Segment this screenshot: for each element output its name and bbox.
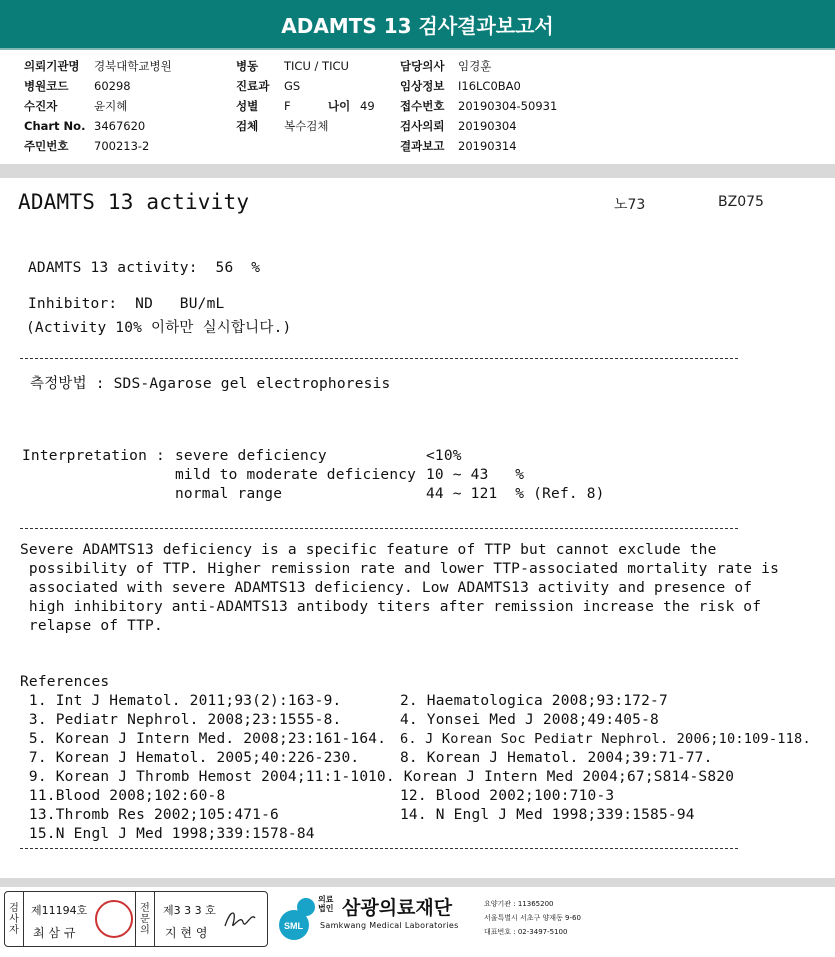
- signature-icon: [221, 904, 259, 934]
- tester-name: 최 삼 규: [33, 926, 76, 940]
- references-title: References: [20, 674, 110, 690]
- info-row: 병동 TICU / TICU: [236, 59, 349, 73]
- org-name: 삼광의료재단: [342, 897, 453, 919]
- specialist-name: 지 현 영: [165, 926, 208, 940]
- top-gray-band: [0, 164, 835, 178]
- report-title: ADAMTS 13 검사결과보고서: [281, 13, 554, 38]
- info-row: 검체 복수검체: [236, 119, 329, 133]
- interp-label: mild to moderate deficiency: [175, 467, 417, 483]
- reference-item: 4. Yonsei Med J 2008;49:405-8: [400, 712, 659, 728]
- info-row: 임상정보 I16LC0BA0: [400, 79, 521, 93]
- inhibitor-result: Inhibitor: ND BU/mL: [28, 296, 225, 312]
- info-row: 성별 F 나이 49: [236, 99, 375, 113]
- report-body: [0, 180, 835, 880]
- reference-item: 7. Korean J Hematol. 2005;40:226-230.: [20, 750, 360, 766]
- method-line: 측정방법 : SDS-Agarose gel electrophoresis: [30, 376, 391, 392]
- info-row: 접수번호 20190304-50931: [400, 99, 558, 113]
- paragraph-line: Severe ADAMTS13 deficiency is a specific feature of TTP but cannot exclude the: [20, 542, 717, 558]
- reference-item: 5. Korean J Intern Med. 2008;23:161-164.: [20, 731, 387, 747]
- reference-item: 1. Int J Hematol. 2011;93(2):163-9.: [20, 693, 342, 709]
- interp-range: 10 ~ 43 %: [426, 467, 525, 483]
- paragraph-line: high inhibitory anti-ADAMTS13 antibody titers after remission increase the risk of: [20, 599, 762, 615]
- reference-item: 8. Korean J Hematol. 2004;39:71-77.: [400, 750, 713, 766]
- reference-item: 14. N Engl J Med 1998;339:1585-94: [400, 807, 695, 823]
- signature-box: [4, 891, 268, 947]
- patient-info-col1: [24, 56, 172, 156]
- info-row: 진료과 GS: [236, 79, 301, 93]
- info-row: 주민번호 700213-2: [24, 139, 150, 153]
- reference-item: 2. Haematologica 2008;93:172-7: [400, 693, 668, 709]
- report-footer: [0, 887, 835, 957]
- reference-item: 12. Blood 2002;100:710-3: [400, 788, 615, 804]
- activity-result: ADAMTS 13 activity: 56 %: [28, 260, 261, 276]
- org-prefix: 의료 법인: [318, 895, 334, 913]
- tester-label: 검 사 자: [5, 892, 24, 946]
- paragraph-line: associated with severe ADAMTS13 deficiency. Low ADAMTS13 activity and presence of: [20, 580, 753, 596]
- divider: [20, 528, 738, 529]
- reference-item: 3. Pediatr Nephrol. 2008;23:1555-8.: [20, 712, 342, 728]
- info-row: 검사의뢰 20190304: [400, 119, 517, 133]
- handwritten-note: 노73: [614, 197, 646, 213]
- reference-item: 9. Korean J Thromb Hemost 2004;11:1-10: [20, 769, 369, 785]
- handwritten-code: BZ075: [718, 194, 764, 210]
- report-banner: [0, 0, 835, 48]
- info-row: 병원코드 60298: [24, 79, 131, 93]
- info-row: 결과보고 20190314: [400, 139, 517, 153]
- info-row: 의뢰기관명 경북대학교병원: [24, 59, 172, 73]
- specialist-label: 전 문 의: [135, 892, 155, 946]
- interp-range: 44 ~ 121 % (Ref. 8): [426, 486, 605, 502]
- org-english-name: Samkwang Medical Laboratories: [320, 921, 459, 930]
- org-contact: 요양기관 : 11365200 서울특별시 서초구 양재동 9-60 대표번호 : 02-3497-5100: [484, 900, 581, 936]
- interp-label: severe deficiency: [175, 448, 327, 464]
- divider: [20, 358, 738, 359]
- banner-divider: [0, 48, 835, 50]
- patient-info-col2: [236, 56, 375, 136]
- patient-info-col3: [400, 56, 557, 156]
- specialist-license: 제3 3 3 호: [163, 904, 216, 917]
- bottom-gray-band: [0, 878, 835, 887]
- info-row: Chart No. 3467620: [24, 119, 146, 133]
- tester-license: 제11194호: [31, 904, 88, 917]
- divider: [20, 848, 738, 849]
- reference-item: 6. J Korean Soc Pediatr Nephrol. 2006;10:109-118.: [400, 731, 811, 747]
- info-row: 담당의사 임경훈: [400, 59, 492, 73]
- interp-label: normal range: [175, 486, 283, 502]
- paragraph-line: possibility of TTP. Higher remission rate and lower TTP-associated mortality rate is: [20, 561, 780, 577]
- reference-item: 11.Blood 2008;102:60-8: [20, 788, 226, 804]
- reference-item: 13.Thromb Res 2002;105:471-6: [20, 807, 279, 823]
- info-row: 수진자 윤지혜: [24, 99, 128, 113]
- paragraph-line: relapse of TTP.: [20, 618, 163, 634]
- reference-item: 15.N Engl J Med 1998;339:1578-84: [20, 826, 315, 842]
- interp-range: <10%: [426, 448, 462, 464]
- reference-item: 10. Korean J Intern Med 2004;67;S814-S820: [368, 769, 735, 785]
- svg-text:SML: SML: [284, 921, 303, 931]
- sml-logo-icon: [270, 893, 320, 943]
- inhibitor-note: (Activity 10% 이하만 실시합니다.): [26, 320, 292, 336]
- interpretation-label: Interpretation :: [22, 448, 165, 464]
- report-heading: ADAMTS 13 activity: [18, 190, 250, 214]
- tester-seal: [95, 900, 133, 938]
